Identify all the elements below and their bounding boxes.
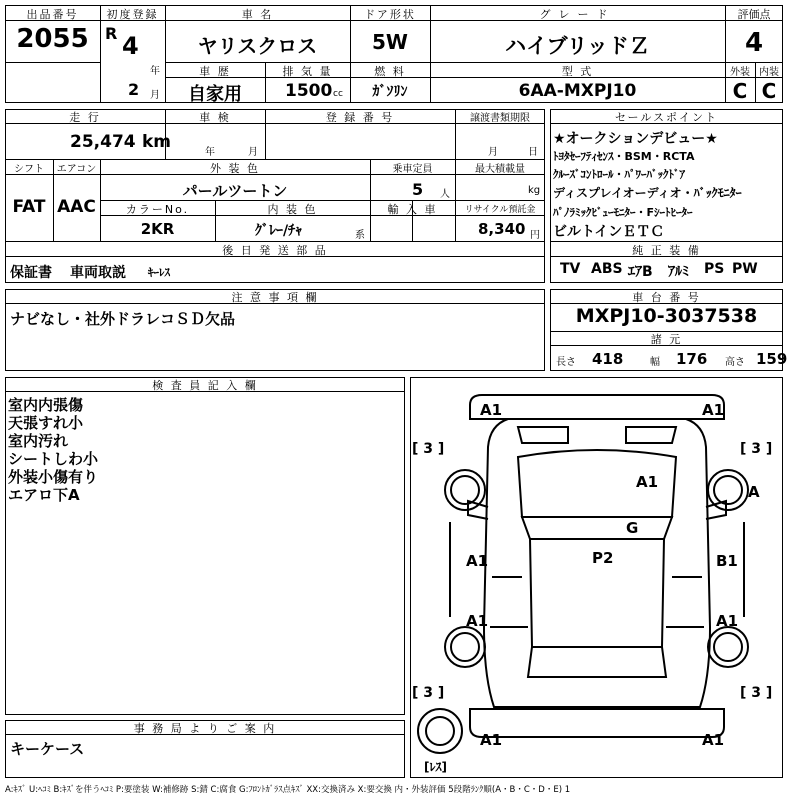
later-part-2: 車両取説 <box>70 265 126 281</box>
reg-year: 4 <box>122 32 139 60</box>
inspector-line-5: 外装小傷有り <box>8 468 99 486</box>
mileage: 25,474 <box>70 132 136 152</box>
model: 6AA-MXPJ10 <box>518 81 637 101</box>
tire-rear-left: [ 3 ] <box>412 685 445 701</box>
int-color-unit: 系 <box>355 230 365 241</box>
displacement: 1500 <box>285 81 333 101</box>
height: 159 <box>756 350 788 368</box>
length: 418 <box>592 350 624 368</box>
spare-tire-mark: [ﾚｽ] <box>424 760 447 774</box>
year-unit: 年 <box>150 66 160 77</box>
lot-label: 出品番号 <box>26 8 79 21</box>
inspection-label: 車 検 <box>199 111 231 124</box>
mark-rear-left: A1 <box>480 731 503 749</box>
inspection-month-unit: 月 <box>248 147 258 158</box>
interior-label: 内装 <box>759 67 779 78</box>
era: R <box>105 24 118 43</box>
transfer-day-unit: 日 <box>528 147 538 158</box>
sales-line-6: ビルトインＥＴＣ <box>553 224 665 240</box>
int-color-label: 内 装 色 <box>267 203 318 216</box>
exterior-label: 外装 <box>730 67 750 78</box>
later-parts-label: 後 日 発 送 部 品 <box>222 244 328 257</box>
door: 5W <box>372 30 408 54</box>
color-label: 外 装 色 <box>210 162 260 175</box>
mark-left-front-door: A1 <box>466 552 489 570</box>
int-color: ｸﾞﾚｰ/ﾁｬ <box>255 223 303 239</box>
load-label: 最大積載量 <box>475 164 525 175</box>
model-label: 型 式 <box>561 65 594 78</box>
sales-line-4: ディスプレイオーディオ・ﾊﾞｯｸﾓﾆﾀｰ <box>553 186 742 200</box>
equipment-ps: PS <box>704 261 725 277</box>
width-label: 幅 <box>650 357 660 368</box>
inspector-label: 検 査 員 記 入 欄 <box>152 379 258 392</box>
length-label: 長さ <box>556 357 576 368</box>
displacement-label: 排 気 量 <box>282 65 333 78</box>
reg-month: 2 <box>128 80 140 99</box>
mark-front-left: A1 <box>480 401 503 419</box>
equipment-label: 純 正 装 備 <box>632 244 701 257</box>
tire-front-left: [ 3 ] <box>412 441 445 457</box>
grade: ハイブリッドＺ <box>505 34 650 58</box>
equipment-alloy: ｱﾙﾐ <box>668 264 689 280</box>
notes-label: 注 意 事 項 欄 <box>231 291 319 304</box>
mileage-label: 走 行 <box>69 111 101 124</box>
legend: A:ｷｽﾞ U:ﾍｺﾐ B:ｷｽﾞを伴うﾍｺﾐ P:要塗装 W:補修跡 S:錆 C:腐食 G:ﾌﾛﾝﾄｶﾞﾗｽ点ｷｽﾞ XX:交換済み X:要交換 内・外装評価 5段階ﾗﾝｸ順(A・B・C・D・E) 1 <box>5 785 571 795</box>
fuel-label: 燃 料 <box>374 65 406 78</box>
sales-line-2: ﾄﾖﾀｾｰﾌﾃｨｾﾝｽ・BSM・RCTA <box>553 150 695 163</box>
ac: AAC <box>57 197 96 217</box>
inspector-line-2: 天張すれ小 <box>8 414 84 432</box>
car-name: ヤリスクロス <box>197 34 318 58</box>
history: 自家用 <box>188 84 242 105</box>
color: パールツートン <box>182 182 288 200</box>
chassis-label: 車 台 番 号 <box>632 291 701 304</box>
grade-label: グレード <box>539 8 616 21</box>
sales-line-1: ★オークションデビュー★ <box>553 131 718 147</box>
equipment-abs: ABS <box>591 261 623 277</box>
mark-front-right: A1 <box>702 401 725 419</box>
equipment-tv: TV <box>560 261 581 277</box>
fuel: ｶﾞｿﾘﾝ <box>372 84 408 100</box>
later-part-3: ｷｰﾚｽ <box>148 266 170 279</box>
office-label: 事 務 局 よ り ご 案 内 <box>133 722 277 735</box>
month-unit: 月 <box>150 90 160 101</box>
mark-roof: P2 <box>592 549 614 567</box>
load-unit: kg <box>528 185 541 196</box>
height-label: 高さ <box>725 357 745 368</box>
transfer-label: 譲渡書類期限 <box>470 113 530 124</box>
mark-left-rear-door: A1 <box>466 612 489 630</box>
import-label: 輸 入 車 <box>387 203 438 216</box>
capacity: 5 <box>412 180 424 199</box>
office-text: キーケース <box>10 740 85 758</box>
ac-label: エアコン <box>56 164 97 175</box>
equipment-airbag: ｴｱB <box>628 264 653 280</box>
tire-rear-right: [ 3 ] <box>740 685 773 701</box>
tire-front-right: [ 3 ] <box>740 441 773 457</box>
reg-label: 初度登録 <box>106 8 159 21</box>
inspection-year-unit: 年 <box>205 147 215 158</box>
sales-line-3: ｸﾙｰｽﾞｺﾝﾄﾛｰﾙ・ﾊﾟﾜｰﾊﾞｯｸﾄﾞｱ <box>553 168 685 181</box>
colorno-label: カラーNo. <box>125 203 190 216</box>
sales-line-5: ﾊﾟﾉﾗﾐｯｸﾋﾞｭｰﾓﾆﾀｰ・Fｼｰﾄﾋｰﾀｰ <box>553 206 693 219</box>
inspector-line-3: 室内汚れ <box>8 432 69 450</box>
inspector-line-1: 室内内張傷 <box>8 396 84 414</box>
capacity-unit: 人 <box>440 189 450 200</box>
history-label: 車 歴 <box>199 65 231 78</box>
mark-right-front-door: B1 <box>716 552 738 570</box>
mark-front-right-wheel: A <box>748 483 760 501</box>
sales-label: セールスポイント <box>614 111 718 124</box>
mileage-unit: km <box>142 132 172 152</box>
recycle-unit: 円 <box>530 230 540 241</box>
width: 176 <box>676 350 708 368</box>
colorno: 2KR <box>140 220 175 238</box>
later-part-1: 保証書 <box>10 265 52 281</box>
shift-label: シフト <box>14 164 44 175</box>
recycle-label: リサイクル預託金 <box>464 205 536 215</box>
displacement-unit: cc <box>333 89 343 99</box>
recycle: 8,340 <box>478 220 526 238</box>
transfer-month-unit: 月 <box>488 147 498 158</box>
capacity-label: 乗車定員 <box>392 164 433 175</box>
car-name-label: 車 名 <box>241 8 274 21</box>
chassis-number: MXPJ10-3037538 <box>575 305 758 327</box>
mark-right-rear-door: A1 <box>716 612 739 630</box>
mark-rear-right: A1 <box>702 731 725 749</box>
score-label: 評価点 <box>737 8 771 21</box>
lot-value: 2055 <box>16 24 89 54</box>
exterior-score: C <box>732 79 748 103</box>
regno-label: 登 録 番 号 <box>325 111 395 124</box>
shift: FAT <box>12 197 46 217</box>
dims-label: 諸 元 <box>650 333 683 346</box>
mark-windshield: G <box>626 519 639 537</box>
car-diagram <box>410 377 783 778</box>
inspector-line-6: エアロ下A <box>8 486 80 504</box>
mark-bonnet: A1 <box>636 473 659 491</box>
interior-score: C <box>761 79 777 103</box>
notes-text: ナビなし・社外ドラレコＳＤ欠品 <box>10 310 236 328</box>
score: 4 <box>744 28 764 58</box>
equipment-pw: PW <box>732 261 758 277</box>
inspector-line-4: シートしわ小 <box>8 450 99 468</box>
door-label: ドア形状 <box>364 8 416 21</box>
